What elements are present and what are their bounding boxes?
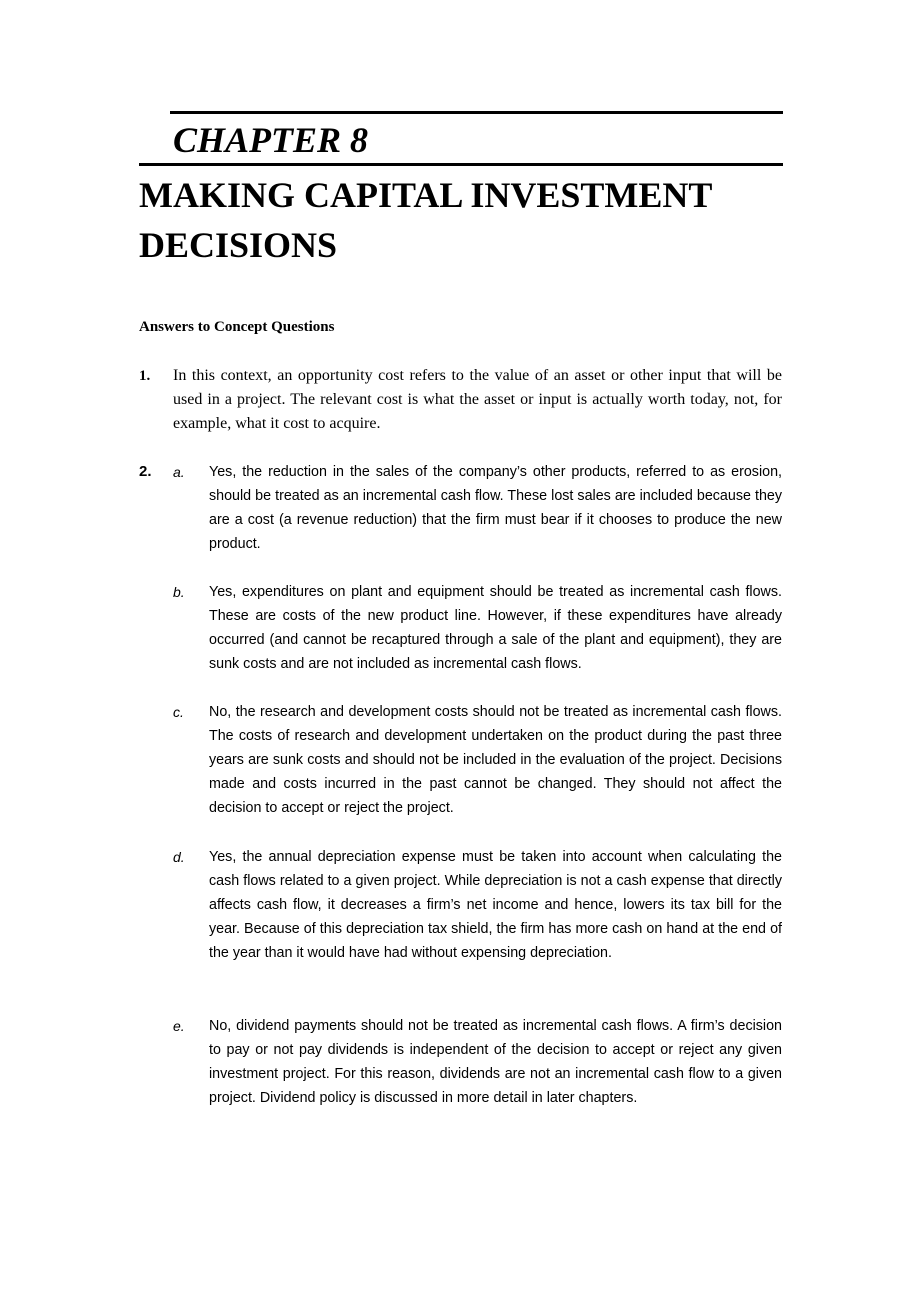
section-heading: Answers to Concept Questions xyxy=(139,319,335,335)
chapter-divider-rule xyxy=(139,163,783,166)
part-letter-d: d. xyxy=(173,849,185,865)
chapter-label: CHAPTER 8 xyxy=(173,120,369,160)
part-e-answer-text: No, dividend payments should not be treated as incremental cash flows. A firm’s decision to pay or not pay dividends is independent of the decision to accept or reject any given investment project. For this reason, dividends are not an incremental cash flow to a given project. Dividend policy is discussed in more detail in later chapters. xyxy=(209,1018,782,1106)
part-letter-b: b. xyxy=(173,584,185,600)
question-number: 1. xyxy=(139,368,151,384)
part-letter-c: c. xyxy=(173,704,184,720)
question-number: 2. xyxy=(139,463,152,480)
part-c-answer-text: No, the research and development costs should not be treated as incremental cash flows. The costs of research and development undertaken on the product during the past three years are sunk costs and should not be included in the evaluation of the project. Decisions made and costs incurred in the past cannot be changed. They should not affect the decision to accept or reject the project. xyxy=(209,704,782,816)
question-answer-text: In this context, an opportunity cost refers to the value of an asset or other input that will be used in a project. The relevant cost is what the asset or input is actually worth today, not, for example, what it cost to acquire. xyxy=(173,367,782,432)
part-b-answer-text: Yes, expenditures on plant and equipment should be treated as incremental cash flows. These are costs of the new product line. However, if these expenditures have already occurred (and cannot be recaptured through a sale of the plant and equipment), they are sunk costs and are not included as incremental cash flows. xyxy=(209,584,782,672)
part-d-answer-text: Yes, the annual depreciation expense must be taken into account when calculating the cash flows related to a given project. While depreciation is not a cash expense that directly affects cash flow, it decreases a firm’s net income and hence, lowers its tax bill for the year. Because of this depreciation tax shield, the firm has more cash on hand at the end of the year than it would have had without expensing depreciation. xyxy=(209,849,782,961)
chapter-top-rule xyxy=(170,111,783,114)
part-letter-a: a. xyxy=(173,464,185,480)
chapter-title: MAKING CAPITAL INVESTMENT DECISIONS xyxy=(139,175,712,265)
part-letter-e: e. xyxy=(173,1018,185,1034)
part-a-answer-text: Yes, the reduction in the sales of the company’s other products, referred to as erosion, should be treated as an incremental cash flow. These lost sales are included because they are a cost (a revenue reduction) that the firm must bear if it chooses to produce the new product. xyxy=(209,464,782,552)
